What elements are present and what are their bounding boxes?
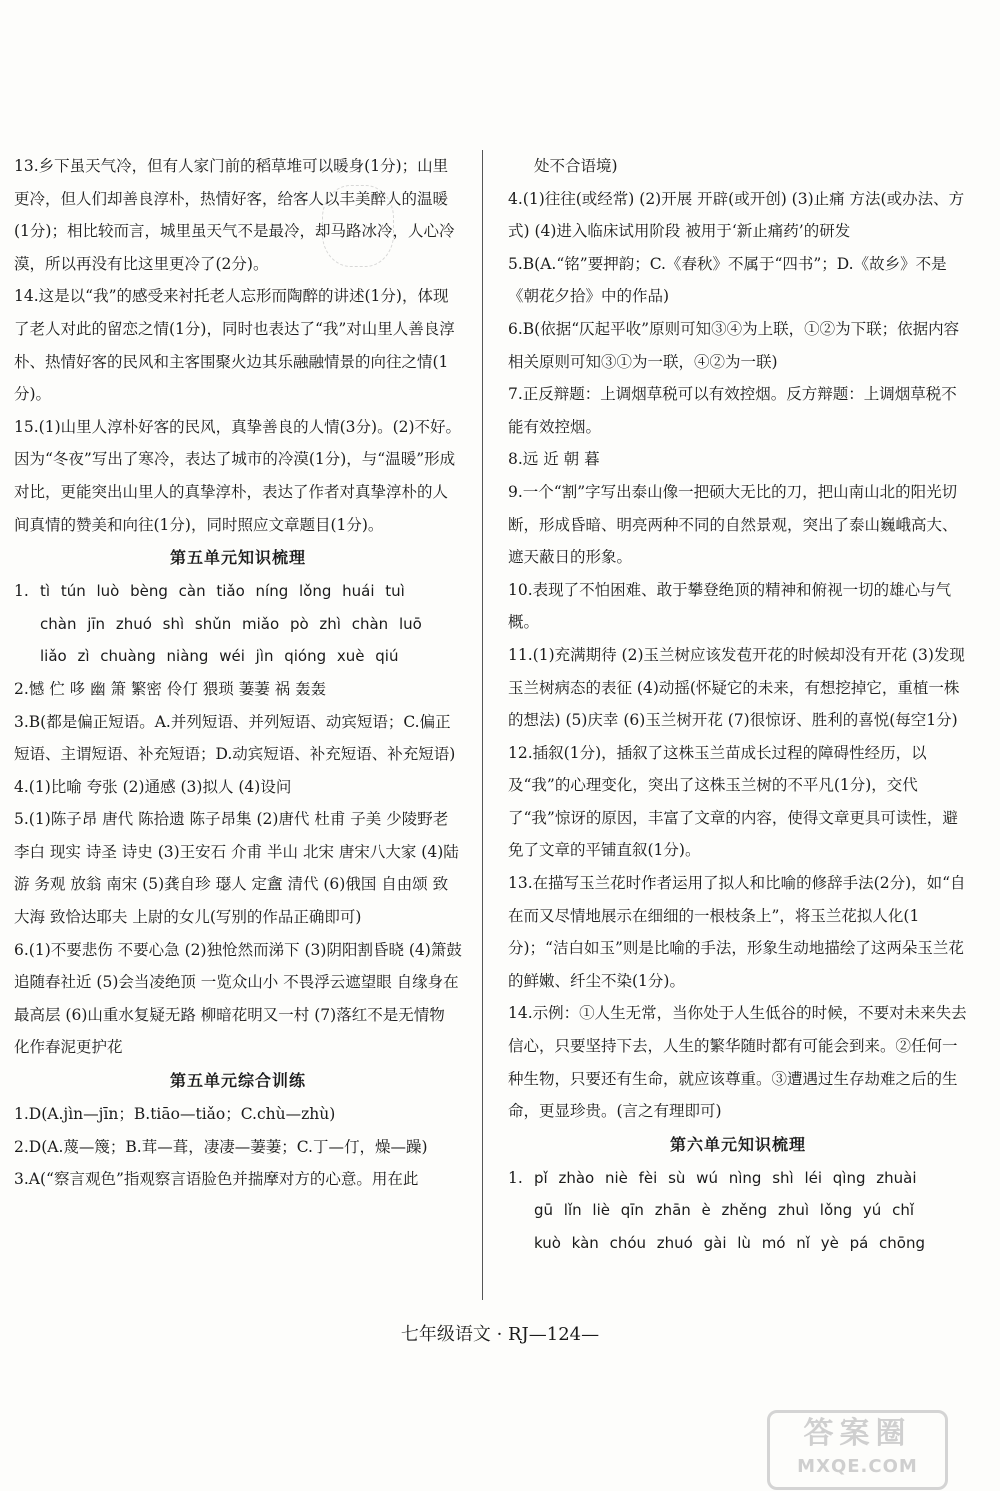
training-9 [508, 476, 968, 574]
knowledge-5 [14, 803, 462, 933]
item-number: 15. [14, 417, 39, 436]
item-text: 示例：①人生无常，当你处于人生低谷的时候，不要对未来失去信心，只要坚持下去，人生的繁华随时都有可能会到来。②任何一种生物，只要还有生命，就应该尊重。③遭遇过生存劫难之后的生命，更显珍贵。(言之有理即可) [508, 1004, 967, 1121]
training-3-continued [508, 150, 968, 183]
item-number: 8. [508, 450, 523, 469]
training-11 [508, 639, 968, 737]
item-text: (1)山里人淳朴好客的民风，真挚善良的人情(3分)。(2)不好。因为“冬夜”写出了寒冷，表达了城市的冷漠(1分)，与“温暖”形成对比，更能突出山里人的真挚淳朴，表达了作者对真挚淳朴的人间真情的赞美和向往(1分)，同时照应文章题目(1分)。 [14, 417, 462, 534]
watermark-logo [767, 1410, 948, 1490]
training-13 [508, 867, 968, 997]
item-text: B(依据“仄起平收”原则可知③④为上联，①②为下联；依据内容相关原则可知③①为一联，④②为一联) [508, 319, 960, 371]
item-text: 憾 伫 哆 幽 箫 繁密 伶仃 猥琐 萋萋 祸 轰轰 [28, 679, 327, 698]
pinyin-line: kuò kàn chóu zhuó gài lù mó nǐ yè pá chōng [534, 1234, 926, 1252]
watermark-title: 答案圈 [803, 1416, 912, 1451]
item-text: D(A.jìn—jīn；B.tiāo—tiǎo；C.chù—zhù) [28, 1105, 336, 1124]
item-number: 4. [508, 189, 523, 208]
watermark-url: MXQE.COM [797, 1456, 918, 1477]
item-number: 2. [14, 1137, 29, 1156]
item-text: 正反辩题：上调烟草税可以有效控烟。反方辩题：上调烟草税不能有效控烟。 [508, 385, 957, 436]
item-number: 5. [508, 254, 523, 273]
item-number: 6. [508, 319, 523, 338]
pinyin-line: tì tún luò bèng càn tiǎo níng lǒng huái tuì [40, 582, 405, 601]
item-text: 插叙(1分)，插叙了这株玉兰苗成长过程的障碍性经历，以及“我”的心理变化，突出了这株玉兰树的不平凡(1分)，交代了“我”惊讶的原因，丰富了文章的内容，使得文章更具可读性，避免了文章的平铺直叙(1分)。 [508, 743, 958, 860]
item-number: 6. [14, 940, 29, 959]
pinyin-line: chàn jīn zhuó shì shǔn miǎo pò zhì chàn luō [40, 614, 422, 633]
pinyin-line: gū lǐn liè qīn zhān è zhěng zhuì lǒng yú chǐ [534, 1201, 914, 1220]
knowledge-1 [14, 575, 462, 673]
knowledge-4 [14, 771, 462, 804]
answer-14 [14, 280, 462, 410]
item-number: 14. [14, 287, 39, 306]
item-number: 5. [14, 810, 29, 829]
item-text: 表现了不怕困难、敢于攀登绝顶的精神和俯视一切的雄心与气概。 [508, 580, 952, 632]
training-7 [508, 378, 968, 443]
answer-15 [14, 411, 462, 541]
item-text: (1)比喻 夸张 (2)通感 (3)拟人 (4)设问 [28, 777, 292, 796]
page-footer: 七年级语文 · RJ—124— [400, 1324, 600, 1345]
item-number: 1. [14, 582, 29, 601]
right-column [508, 150, 968, 1260]
section-title-unit5-training: 第五单元综合训练 [169, 1071, 306, 1091]
item-text: (1)陈子昂 唐代 陈拾遗 陈子昂集 (2)唐代 杜甫 子美 少陵野老 李白 现实 诗圣 诗史 (3)王安石 介甫 半山 北宋 唐宋八大家 (4)陆游 务观 放翁 南宋 (5)龚自珍 璱人 定盦 清代 (6)俄国 自由颂 致大海 致恰达耶夫 上尉的女儿(写别的作品正确即可) [14, 810, 459, 927]
item-number: 2. [14, 679, 29, 698]
knowledge-2 [14, 673, 462, 706]
knowledge-3 [14, 706, 462, 771]
section-title-unit5-knowledge: 第五单元知识梳理 [169, 548, 306, 568]
training-14 [508, 997, 968, 1127]
item-number: 1. [508, 1168, 523, 1187]
item-number: 7. [508, 385, 523, 404]
item-text: 远 近 朝 暮 [522, 450, 600, 469]
item-text: (1)充满期待 (2)玉兰树应该发苞开花的时候却没有开花 (3)发现玉兰树病态的表征 (4)动摇(怀疑它的未来，有想挖掉它，重植一株的想法) (5)庆幸 (6)玉兰树开花 (7)很惊讶、胜利的喜悦(每空1分) [508, 645, 965, 730]
training-8 [508, 443, 968, 476]
knowledge-6 [14, 934, 462, 1064]
unit6-knowledge-1 [508, 1162, 968, 1260]
item-number: 11. [508, 645, 533, 664]
item-number: 4. [14, 777, 29, 796]
training-5 [508, 248, 968, 313]
training-6 [508, 313, 968, 378]
item-text: 在描写玉兰花时作者运用了拟人和比喻的修辞手法(2分)，如“自在而又尽情地展示在细细的一根枝条上”，将玉兰花拟人化(1分)；“洁白如玉”则是比喻的手法，形象生动地描绘了这两朵玉兰花的鲜嫩、纤尘不染(1分)。 [508, 874, 966, 990]
item-text: 乡下虽天气冷，但有人家门前的稻草堆可以暖身(1分)；山里更冷，但人们却善良淳朴，热情好客，给客人以丰美醉人的温暖(1分)；相比较而言，城里虽天气不是最冷，却马路冰冷，人心冷漠，所以再没有比这里更冷了(2分)。 [14, 157, 455, 273]
item-text: B(A.“铭”要押韵；C.《春秋》不属于“四书”；D.《故乡》不是《朝花夕拾》中的作品) [508, 254, 947, 306]
left-column [14, 150, 462, 1196]
item-text: 这是以“我”的感受来衬托老人忘形而陶醉的讲述(1分)，体现了老人对此的留恋之情(1分)，同时也表达了“我”对山里人善良淳朴、热情好客的民风和主客围聚火边其乐融融情景的向往之情(1分)。 [14, 287, 455, 404]
item-text: 处不合语境) [534, 157, 618, 175]
item-number: 3. [14, 712, 29, 731]
item-text: (1)往往(或经常) (2)开展 开辟(或开创) (3)止痛 方法(或办法、方式) (4)进入临床试用阶段 被用于‘新止痛药’的研发 [508, 189, 965, 241]
item-text: D(A.蔑—篾；B.茸—葺，凄凄—萋萋；C.丁—仃，燥—躁) [28, 1137, 428, 1156]
item-number: 13. [14, 157, 39, 175]
training-12 [508, 737, 968, 867]
item-number: 13. [508, 874, 533, 893]
answer-13 [14, 150, 462, 280]
pinyin-line: pǐ zhào niè fèi sù wú nìng shì léi qìng zhuài [534, 1168, 917, 1187]
item-text: 一个“割”字写出泰山像一把硕大无比的刀，把山南山北的阳光切断，形成昏暗、明亮两种不同的自然景观，突出了泰山巍峨高大、遮天蔽日的形象。 [508, 482, 958, 567]
training-3 [14, 1163, 462, 1196]
column-divider [482, 150, 483, 1300]
training-2 [14, 1131, 462, 1164]
item-text: B(都是偏正短语。A.并列短语、并列短语、动宾短语；C.偏正短语、主谓短语、补充短语；D.动宾短语、补充短语、补充短语) [14, 712, 456, 764]
pinyin-line: liǎo zì chuàng niàng wéi jìn qióng xuè qiú [40, 647, 399, 666]
item-text: (1)不要悲伤 不要心急 (2)独怆然而涕下 (3)阴阳割昏晓 (4)箫鼓追随春社近 (5)会当凌绝顶 一览众山小 不畏浮云遮望眼 自缘身在最高层 (6)山重水复疑无路 柳暗花明又一村 (7)落红不是无情物 化作春泥更护花 [14, 940, 462, 1057]
training-1 [14, 1098, 462, 1131]
item-text: A(“察言观色”指观察言语脸色并揣摩对方的心意。用在此 [28, 1170, 419, 1189]
item-number: 3. [14, 1170, 29, 1189]
item-number: 12. [508, 743, 533, 762]
item-number: 14. [508, 1004, 533, 1023]
training-4 [508, 183, 968, 248]
item-number: 1. [14, 1105, 29, 1124]
section-title-unit6-knowledge: 第六单元知识梳理 [669, 1134, 806, 1154]
training-10 [508, 574, 968, 639]
item-number: 9. [508, 482, 523, 501]
item-number: 10. [508, 580, 533, 599]
